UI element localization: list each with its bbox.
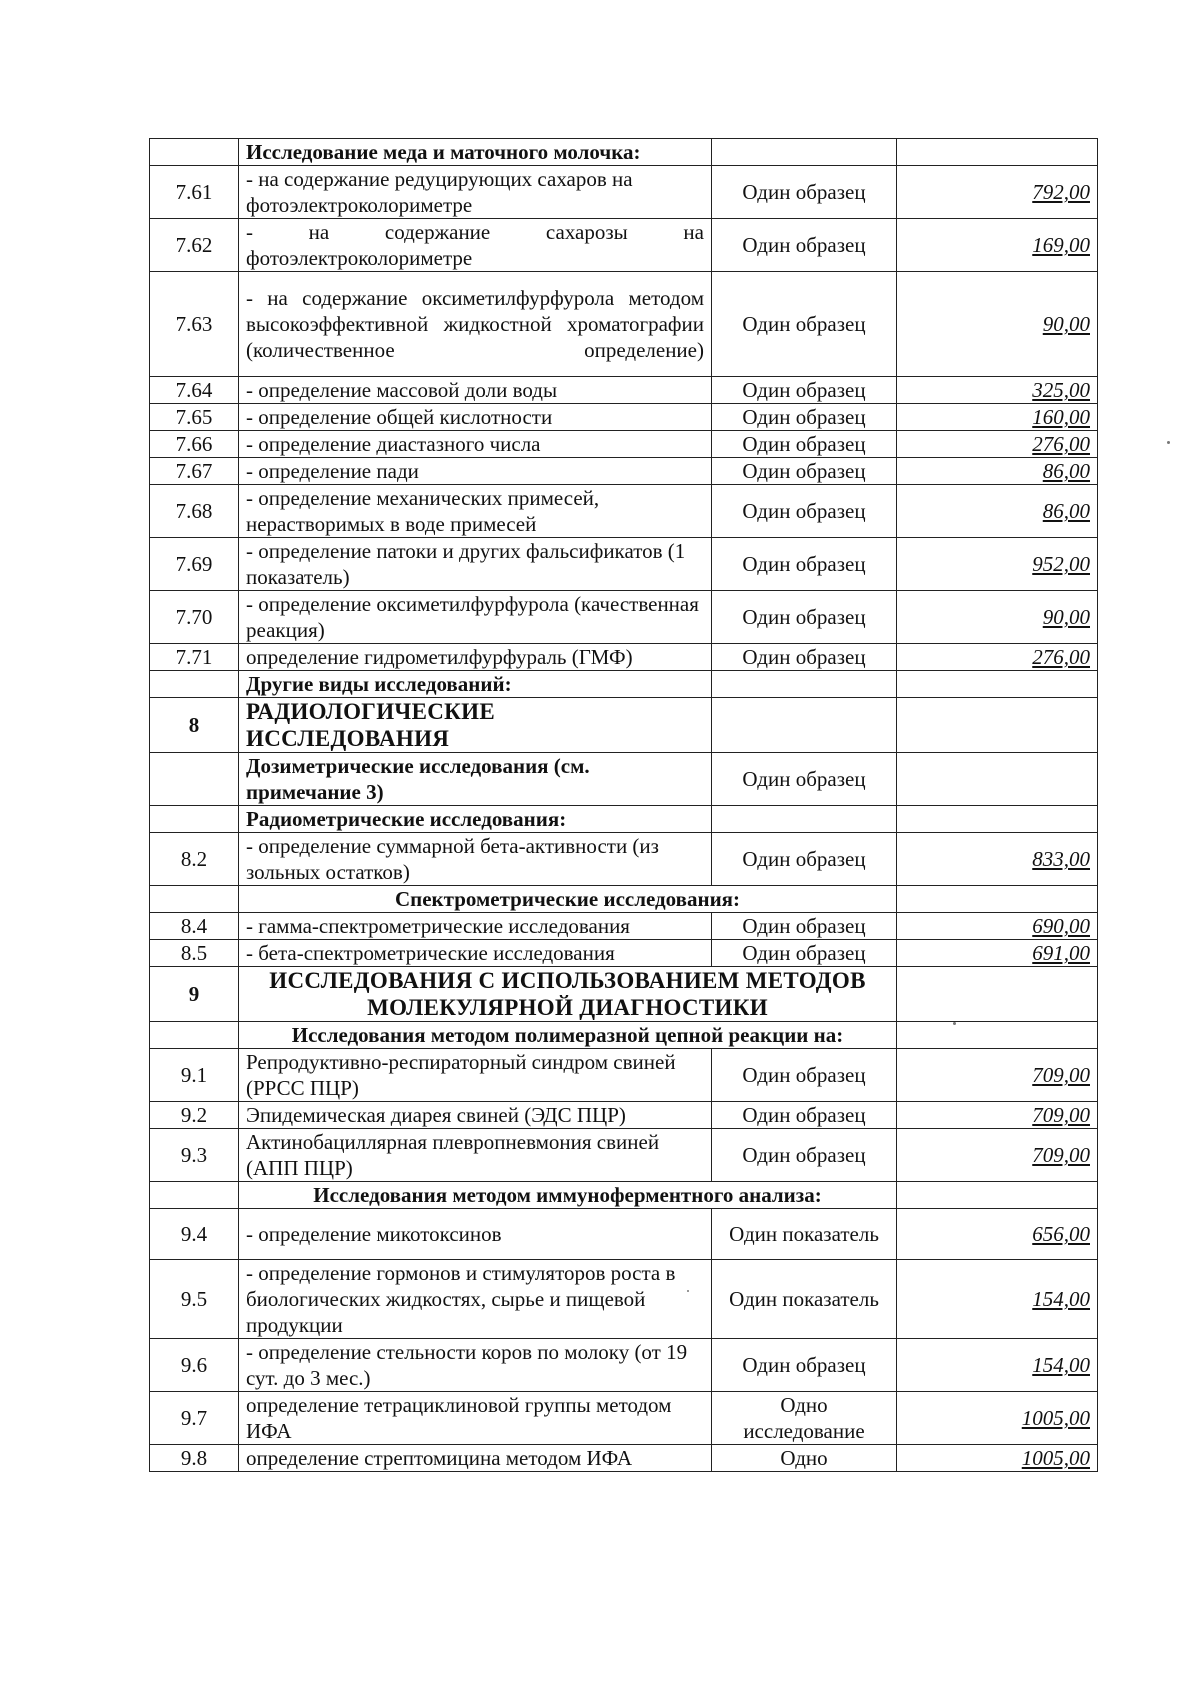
service-description: - определение микотоксинов bbox=[239, 1209, 712, 1260]
unit-of-measure: Один образец bbox=[712, 166, 897, 219]
price-value bbox=[897, 219, 1098, 272]
service-description: - определение общей кислотности bbox=[239, 404, 712, 431]
unit-of-measure: Один показатель bbox=[712, 1209, 897, 1260]
table-row-7-71 bbox=[150, 644, 1098, 671]
unit-of-measure: Один образец bbox=[712, 538, 897, 591]
row-number: 8.5 bbox=[150, 940, 239, 967]
table-section-row bbox=[150, 1022, 1098, 1049]
service-description: - определение стельности коров по молоку (от 19 сут. до 3 мес.) bbox=[239, 1339, 712, 1392]
price-text: 154,00 bbox=[1032, 1353, 1090, 1377]
section-heading: Исследования методом полимеразной цепной реакции на: bbox=[239, 1022, 897, 1049]
price-text: 656,00 bbox=[1032, 1222, 1090, 1246]
scan-speck bbox=[687, 1290, 689, 1292]
price-text: 160,00 bbox=[1032, 405, 1090, 429]
row-number bbox=[150, 1182, 239, 1209]
price-value bbox=[897, 1182, 1098, 1209]
price-text: 709,00 bbox=[1032, 1063, 1090, 1087]
row-number: 7.61 bbox=[150, 166, 239, 219]
price-value bbox=[897, 886, 1098, 913]
section-heading: Другие виды исследований: bbox=[239, 671, 712, 698]
row-number bbox=[150, 753, 239, 806]
price-text: 833,00 bbox=[1032, 847, 1090, 871]
table-row-7-61 bbox=[150, 166, 1098, 219]
price-value bbox=[897, 591, 1098, 644]
table-row-7-70 bbox=[150, 591, 1098, 644]
price-value bbox=[897, 458, 1098, 485]
row-number: 8.2 bbox=[150, 833, 239, 886]
service-description: определение стрептомицина методом ИФА bbox=[239, 1445, 712, 1472]
row-number bbox=[150, 1022, 239, 1049]
price-value bbox=[897, 139, 1098, 166]
service-description: Актинобациллярная плевропневмония свиней (АПП ПЦР) bbox=[239, 1129, 712, 1182]
table-row-7-64 bbox=[150, 377, 1098, 404]
price-text: 690,00 bbox=[1032, 914, 1090, 938]
section-heading: Исследование меда и маточного молочка: bbox=[239, 139, 712, 166]
price-text: 169,00 bbox=[1032, 233, 1090, 257]
row-number: 7.64 bbox=[150, 377, 239, 404]
price-value bbox=[897, 833, 1098, 886]
unit-of-measure: Один образец bbox=[712, 458, 897, 485]
table-section-row bbox=[150, 886, 1098, 913]
unit-of-measure: Один образец bbox=[712, 1129, 897, 1182]
scan-speck bbox=[1167, 441, 1170, 444]
section-heading: Исследования методом иммуноферментного анализа: bbox=[239, 1182, 897, 1209]
price-table bbox=[149, 138, 1098, 1472]
service-description: - на содержание редуцирующих сахаров на фотоэлектроколориметре bbox=[239, 166, 712, 219]
table-section-row bbox=[150, 753, 1098, 806]
price-text: 90,00 bbox=[1042, 605, 1090, 629]
unit-of-measure: Один образец bbox=[712, 431, 897, 458]
unit-of-measure: Одно исследование bbox=[712, 1392, 897, 1445]
unit-of-measure: Один образец bbox=[712, 1102, 897, 1129]
price-value bbox=[897, 753, 1098, 806]
price-text: 1005,00 bbox=[1021, 1446, 1090, 1470]
price-value bbox=[897, 404, 1098, 431]
price-value bbox=[897, 431, 1098, 458]
price-value bbox=[897, 1102, 1098, 1129]
service-description: - бета-спектрометрические исследования bbox=[239, 940, 712, 967]
table-section-row bbox=[150, 806, 1098, 833]
price-text: 276,00 bbox=[1032, 645, 1090, 669]
unit-of-measure: Один образец bbox=[712, 591, 897, 644]
price-value bbox=[897, 538, 1098, 591]
price-text: 952,00 bbox=[1032, 552, 1090, 576]
price-text: 709,00 bbox=[1032, 1143, 1090, 1167]
section-heading: Спектрометрические исследования: bbox=[239, 886, 897, 913]
table-row-7-62 bbox=[150, 219, 1098, 272]
row-number: 9.1 bbox=[150, 1049, 239, 1102]
row-number: 8.4 bbox=[150, 913, 239, 940]
table-row-9-8 bbox=[150, 1445, 1098, 1472]
unit-of-measure: Один образец bbox=[712, 272, 897, 377]
row-number bbox=[150, 806, 239, 833]
table-row-7-66 bbox=[150, 431, 1098, 458]
price-text: 325,00 bbox=[1032, 378, 1090, 402]
service-description: - определение патоки и других фальсификатов (1 показатель) bbox=[239, 538, 712, 591]
price-text: 276,00 bbox=[1032, 432, 1090, 456]
price-value bbox=[897, 1209, 1098, 1260]
price-text: 86,00 bbox=[1042, 459, 1090, 483]
service-description: - на содержание сахарозы на фотоэлектроколориметре bbox=[239, 219, 712, 272]
unit-of-measure: Один образец bbox=[712, 753, 897, 806]
row-number: 9.8 bbox=[150, 1445, 239, 1472]
table-row-9-5 bbox=[150, 1260, 1098, 1339]
row-number: 9 bbox=[150, 967, 239, 1022]
table-row-9-1 bbox=[150, 1049, 1098, 1102]
table-row-8-2 bbox=[150, 833, 1098, 886]
service-description: Эпидемическая диарея свиней (ЭДС ПЦР) bbox=[239, 1102, 712, 1129]
price-value bbox=[897, 806, 1098, 833]
unit-of-measure: Один образец bbox=[712, 404, 897, 431]
section-heading: Радиометрические исследования: bbox=[239, 806, 712, 833]
price-value bbox=[897, 940, 1098, 967]
row-number: 7.71 bbox=[150, 644, 239, 671]
row-number: 9.7 bbox=[150, 1392, 239, 1445]
price-value bbox=[897, 377, 1098, 404]
table-section-row bbox=[150, 1182, 1098, 1209]
row-number bbox=[150, 671, 239, 698]
row-number: 7.68 bbox=[150, 485, 239, 538]
row-number: 8 bbox=[150, 698, 239, 753]
table-row-7-69 bbox=[150, 538, 1098, 591]
row-number: 7.70 bbox=[150, 591, 239, 644]
row-number: 9.2 bbox=[150, 1102, 239, 1129]
unit-of-measure: Один образец bbox=[712, 1339, 897, 1392]
service-description: - на содержание оксиметилфурфурола методом высокоэффективной жидкостной хроматографии (количественное определение) bbox=[239, 272, 712, 377]
service-description: - определение диастазного числа bbox=[239, 431, 712, 458]
price-text: 154,00 bbox=[1032, 1287, 1090, 1311]
price-text: 90,00 bbox=[1042, 312, 1090, 336]
price-value bbox=[897, 671, 1098, 698]
price-value bbox=[897, 913, 1098, 940]
unit-of-measure: Один образец bbox=[712, 913, 897, 940]
service-description: - гамма-спектрометрические исследования bbox=[239, 913, 712, 940]
price-text: 709,00 bbox=[1032, 1103, 1090, 1127]
price-text: 792,00 bbox=[1032, 180, 1090, 204]
price-table-body bbox=[150, 139, 1098, 1472]
row-number: 7.66 bbox=[150, 431, 239, 458]
service-description: - определение механических примесей, нерастворимых в воде примесей bbox=[239, 485, 712, 538]
section-heading: РАДИОЛОГИЧЕСКИЕ ИССЛЕДОВАНИЯ bbox=[239, 698, 712, 753]
service-description: - определение гормонов и стимуляторов роста в биологических жидкостях, сырье и пищевой продукции bbox=[239, 1260, 712, 1339]
price-value bbox=[897, 698, 1098, 753]
table-row-7-65 bbox=[150, 404, 1098, 431]
table-row-8-4 bbox=[150, 913, 1098, 940]
service-description: Репродуктивно-респираторный синдром свиней (РРСС ПЦР) bbox=[239, 1049, 712, 1102]
price-value bbox=[897, 967, 1098, 1022]
unit-of-measure: Один показатель bbox=[712, 1260, 897, 1339]
unit-of-measure: Один образец bbox=[712, 485, 897, 538]
row-number: 9.3 bbox=[150, 1129, 239, 1182]
table-row-8-5 bbox=[150, 940, 1098, 967]
price-value bbox=[897, 1392, 1098, 1445]
price-value bbox=[897, 1339, 1098, 1392]
row-number: 7.67 bbox=[150, 458, 239, 485]
row-number: 7.63 bbox=[150, 272, 239, 377]
service-description: - определение пади bbox=[239, 458, 712, 485]
price-text: 86,00 bbox=[1042, 499, 1090, 523]
price-value bbox=[897, 1260, 1098, 1339]
row-number bbox=[150, 139, 239, 166]
scan-speck bbox=[953, 1022, 956, 1025]
table-section-row bbox=[150, 139, 1098, 166]
price-value bbox=[897, 1022, 1098, 1049]
unit-of-measure: Одно bbox=[712, 1445, 897, 1472]
price-value bbox=[897, 166, 1098, 219]
row-number: 9.5 bbox=[150, 1260, 239, 1339]
table-row-8 bbox=[150, 698, 1098, 753]
table-row-9-6 bbox=[150, 1339, 1098, 1392]
service-description: определение гидрометилфурфураль (ГМФ) bbox=[239, 644, 712, 671]
row-number bbox=[150, 886, 239, 913]
unit-of-measure: Один образец bbox=[712, 377, 897, 404]
unit-of-measure: Один образец bbox=[712, 833, 897, 886]
price-list-page bbox=[149, 138, 1097, 1472]
table-row-9 bbox=[150, 967, 1098, 1022]
row-number: 9.6 bbox=[150, 1339, 239, 1392]
service-description: - определение оксиметилфурфурола (качественная реакция) bbox=[239, 591, 712, 644]
section-heading: ИССЛЕДОВАНИЯ С ИСПОЛЬЗОВАНИЕМ МЕТОДОВ МОЛЕКУЛЯРНОЙ ДИАГНОСТИКИ bbox=[239, 967, 897, 1022]
table-row-9-3 bbox=[150, 1129, 1098, 1182]
unit-of-measure bbox=[712, 806, 897, 833]
table-row-9-7 bbox=[150, 1392, 1098, 1445]
service-description: определение тетрациклиновой группы методом ИФА bbox=[239, 1392, 712, 1445]
row-number: 7.69 bbox=[150, 538, 239, 591]
unit-of-measure bbox=[712, 671, 897, 698]
price-value bbox=[897, 272, 1098, 377]
unit-of-measure: Один образец bbox=[712, 644, 897, 671]
table-section-row bbox=[150, 671, 1098, 698]
row-number: 7.65 bbox=[150, 404, 239, 431]
service-description: - определение суммарной бета-активности (из зольных остатков) bbox=[239, 833, 712, 886]
service-description: - определение массовой доли воды bbox=[239, 377, 712, 404]
table-row-7-63 bbox=[150, 272, 1098, 377]
table-row-9-2 bbox=[150, 1102, 1098, 1129]
price-value bbox=[897, 644, 1098, 671]
price-value bbox=[897, 1445, 1098, 1472]
table-row-7-68 bbox=[150, 485, 1098, 538]
row-number: 7.62 bbox=[150, 219, 239, 272]
price-text: 691,00 bbox=[1032, 941, 1090, 965]
price-value bbox=[897, 1129, 1098, 1182]
unit-of-measure: Один образец bbox=[712, 1049, 897, 1102]
unit-of-measure: Один образец bbox=[712, 940, 897, 967]
row-number: 9.4 bbox=[150, 1209, 239, 1260]
table-row-7-67 bbox=[150, 458, 1098, 485]
price-text: 1005,00 bbox=[1021, 1406, 1090, 1430]
unit-of-measure: Один образец bbox=[712, 219, 897, 272]
unit-of-measure bbox=[712, 698, 897, 753]
section-heading: Дозиметрические исследования (см. примечание 3) bbox=[239, 753, 712, 806]
price-value bbox=[897, 485, 1098, 538]
price-value bbox=[897, 1049, 1098, 1102]
unit-of-measure bbox=[712, 139, 897, 166]
table-row-9-4 bbox=[150, 1209, 1098, 1260]
